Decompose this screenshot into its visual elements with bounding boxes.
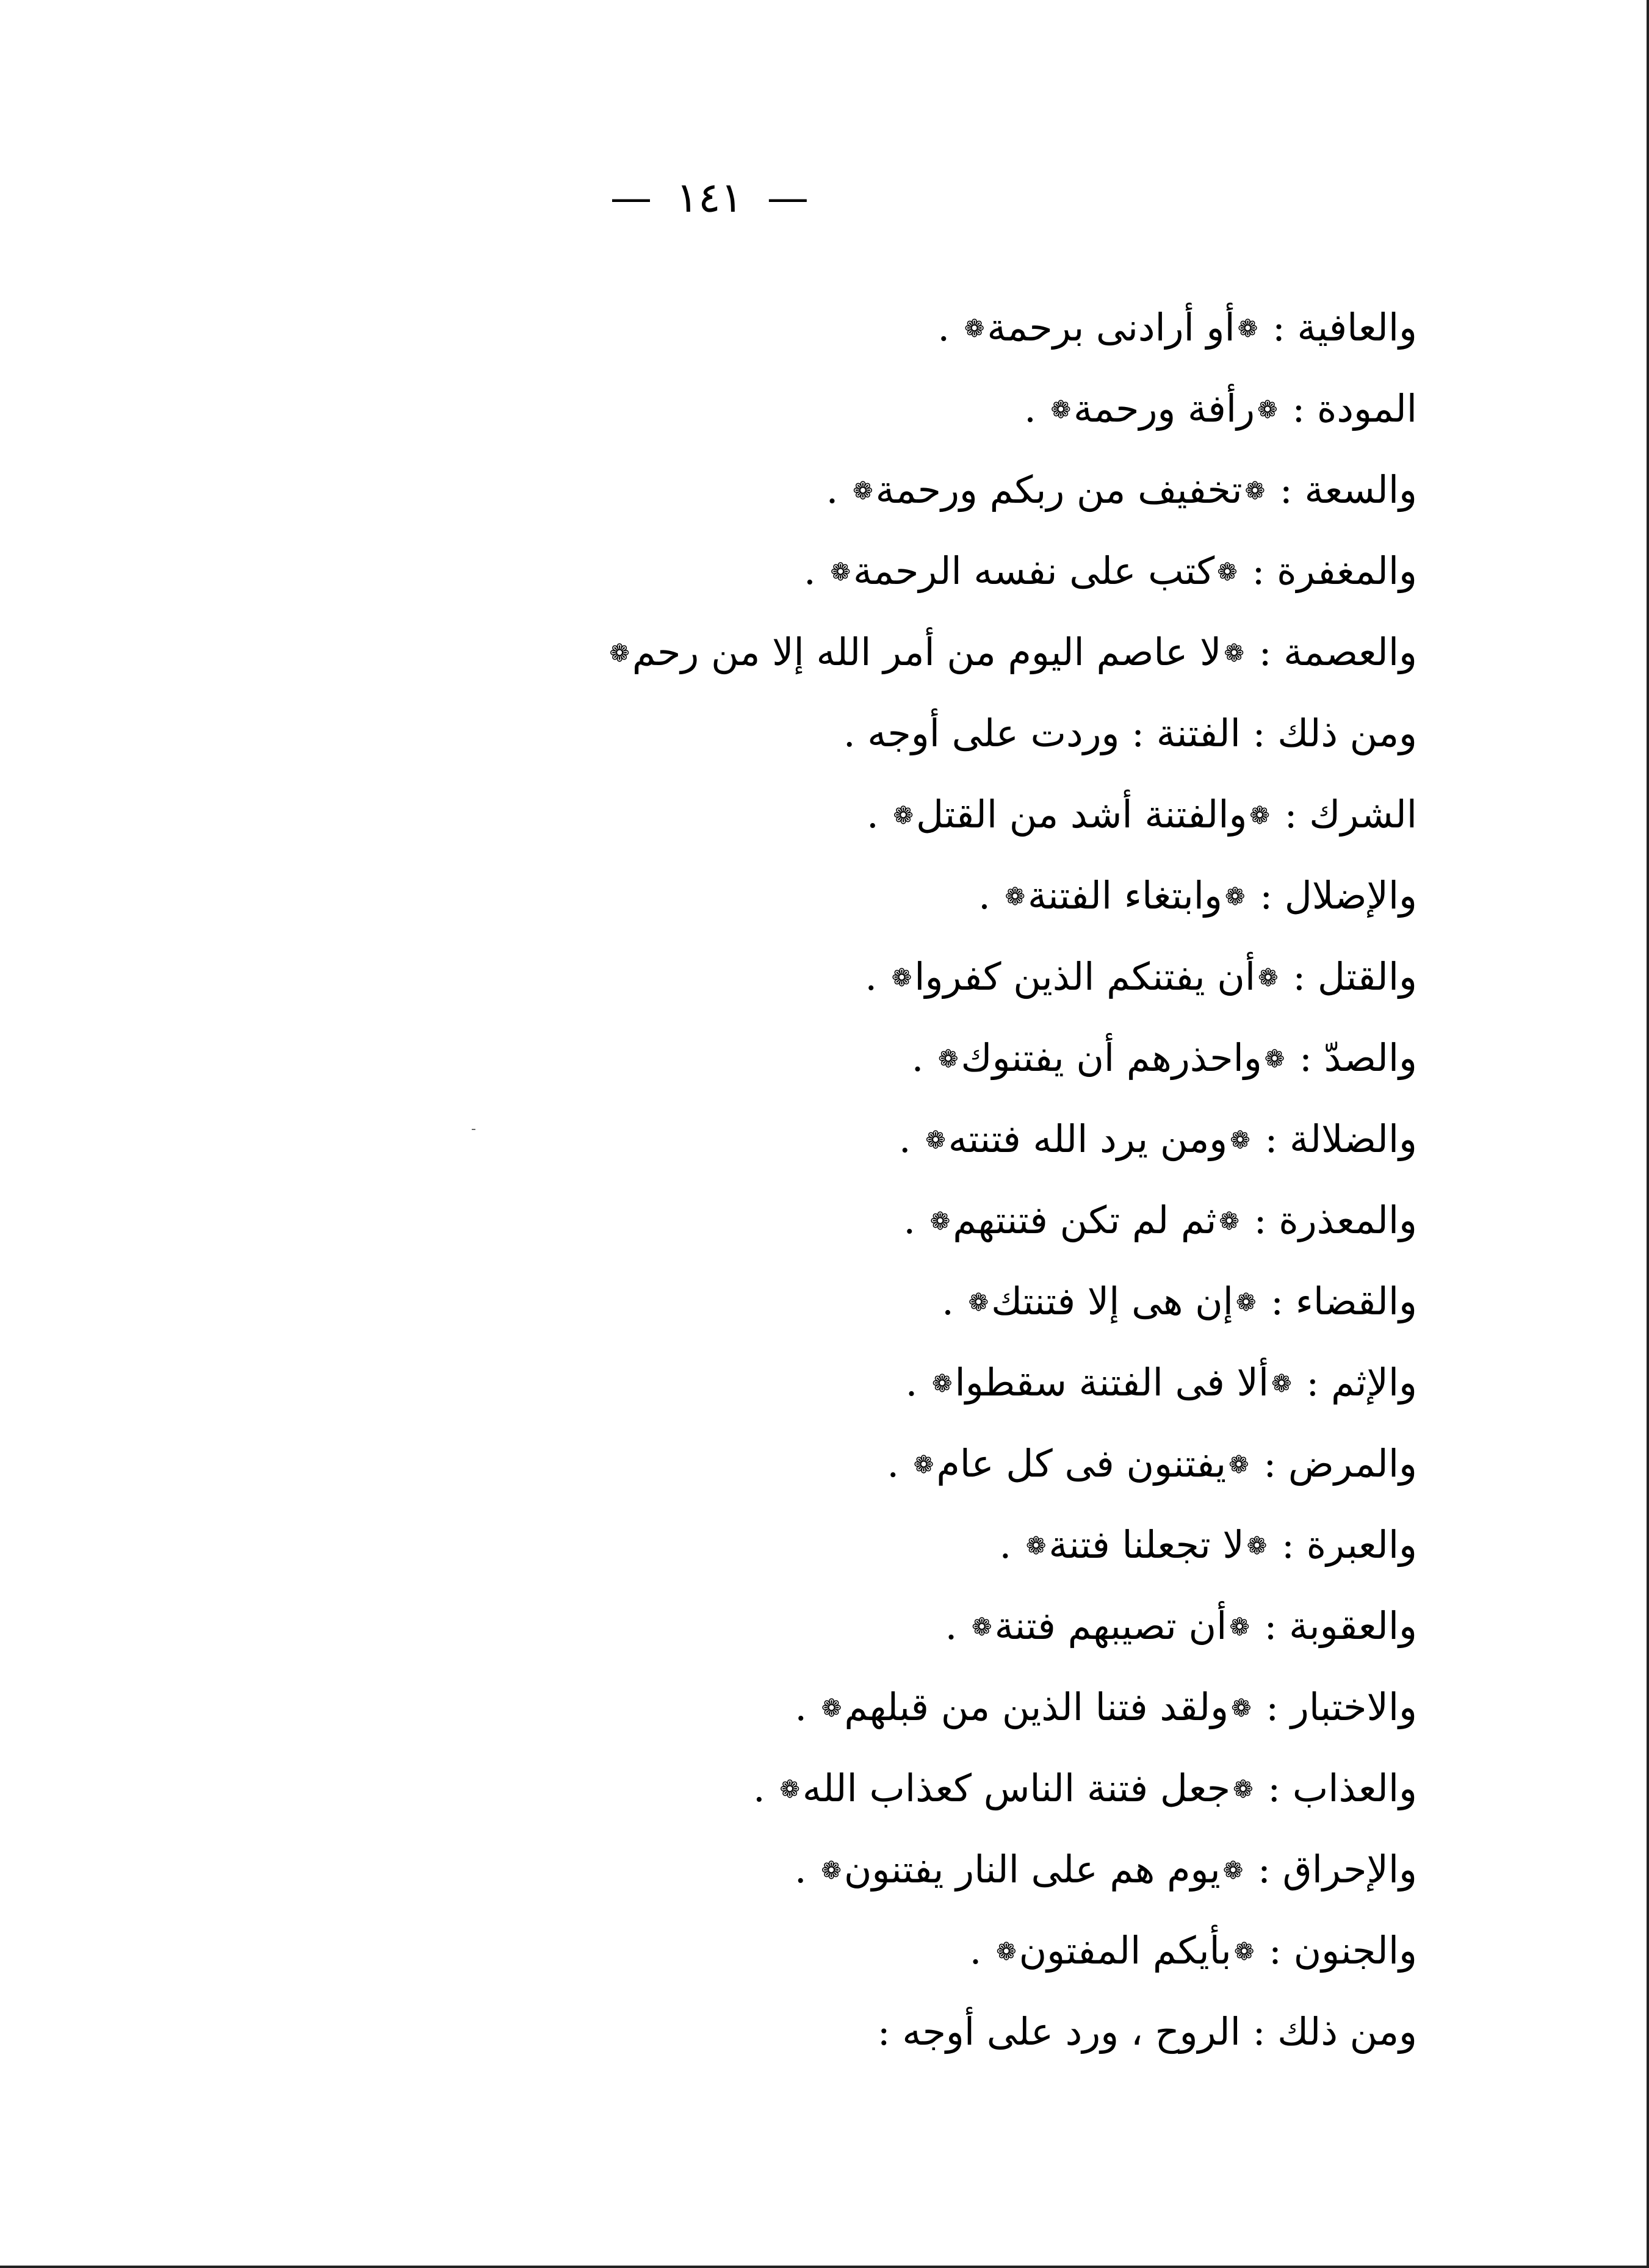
text-line [135, 530, 1417, 611]
line-term: والعافية : [1272, 305, 1417, 350]
ornament-close-icon: ❁ [779, 1776, 800, 1804]
line-term: والاختبار : [1266, 1685, 1417, 1729]
line-tail: . [865, 954, 878, 999]
line-tail: . [1024, 386, 1036, 431]
page-edge-bottom [0, 2266, 1649, 2268]
line-tail: . [866, 792, 879, 837]
ornament-open-icon: ❁ [1257, 396, 1278, 424]
line-term: والعقوبة : [1264, 1604, 1417, 1648]
ornament-close-icon: ❁ [932, 1370, 953, 1398]
text-line [135, 1017, 1417, 1098]
quran-quote: ثم لم تكن فتنتهم [953, 1198, 1217, 1242]
line-term: والإضلال : [1260, 873, 1417, 918]
line-tail: . [887, 1441, 900, 1486]
text-line [135, 1179, 1417, 1261]
text-line [135, 287, 1417, 368]
quran-quote: وابتغاء الفتنة [1028, 873, 1222, 918]
text-line [135, 449, 1417, 530]
ornament-open-icon: ❁ [1230, 1126, 1250, 1154]
text-line [135, 936, 1417, 1017]
quran-quote: رأفة ورحمة [1073, 386, 1255, 431]
ornament-close-icon: ❁ [821, 1694, 842, 1723]
line-tail: . [826, 467, 839, 512]
ornament-open-icon: ❁ [1229, 1613, 1250, 1641]
ornament-open-icon: ❁ [1233, 1776, 1254, 1804]
line-tail: . [969, 1928, 982, 1973]
text-line [135, 1342, 1417, 1423]
line-tail: . [804, 549, 816, 593]
line-term: والإحراق : [1258, 1847, 1417, 1892]
text-line [135, 1098, 1417, 1179]
ornament-open-icon: ❁ [1235, 1289, 1257, 1317]
quran-quote: والفتنة أشد من القتل [915, 792, 1247, 837]
quran-quote: إن هى إلا فتنتك [991, 1279, 1233, 1323]
ornament-close-icon: ❁ [1025, 1532, 1047, 1560]
ornament-open-icon: ❁ [1246, 1532, 1268, 1560]
ornament-open-icon: ❁ [1264, 1045, 1285, 1073]
ornament-open-icon: ❁ [1222, 1857, 1244, 1885]
line-term: والصدّ : [1299, 1035, 1417, 1080]
quran-quote: واحذرهم أن يفتنوك [961, 1035, 1262, 1080]
line-tail: . [795, 1685, 807, 1729]
text-line [135, 1666, 1417, 1748]
line-term: والسعة : [1279, 467, 1417, 512]
line-term: والعبرة : [1282, 1522, 1417, 1567]
quran-quote: لا تجعلنا فتنة [1048, 1522, 1244, 1567]
line-term: والقضاء : [1271, 1279, 1417, 1323]
ornament-open-icon: ❁ [1258, 964, 1279, 992]
line-tail: . [978, 873, 990, 918]
line-tail: . [942, 1279, 954, 1323]
ornament-close-icon: ❁ [1050, 396, 1072, 424]
ornament-close-icon: ❁ [972, 1613, 992, 1641]
quran-quote: أن تصيبهم فتنة [994, 1604, 1227, 1648]
page-number-dash-left: — [610, 174, 652, 222]
ornament-close-icon: ❁ [996, 1938, 1017, 1966]
ornament-open-icon: ❁ [1249, 802, 1270, 830]
line-term: والضلالة : [1265, 1117, 1417, 1161]
line-tail: . [794, 1847, 807, 1892]
line-term: والإثم : [1306, 1360, 1417, 1405]
line-tail: . [911, 1035, 924, 1080]
text-line [135, 1910, 1417, 1991]
ornament-close-icon: ❁ [891, 964, 912, 992]
line-term: والقتل : [1293, 954, 1417, 999]
quran-quote: ومن يرد الله فتنته [948, 1117, 1228, 1161]
ornament-close-icon: ❁ [830, 558, 851, 586]
line-tail: . [945, 1604, 958, 1648]
line-tail: . [999, 1522, 1012, 1567]
line-term: والجنون : [1269, 1928, 1417, 1973]
line-term: والمعذرة : [1254, 1198, 1417, 1242]
ornament-open-icon: ❁ [1244, 477, 1266, 505]
line-term: والعصمة : [1258, 630, 1417, 674]
ornament-open-icon: ❁ [1237, 315, 1258, 343]
quran-quote: جعل فتنة الناس كعذاب الله [802, 1766, 1231, 1810]
body-text [135, 287, 1417, 2072]
quran-quote: لا عاصم اليوم من أمر الله إلا من رحم [632, 630, 1222, 674]
line-tail: . [937, 305, 950, 350]
quran-quote: بأيكم المفتون [1019, 1928, 1232, 1973]
ornament-close-icon: ❁ [925, 1126, 946, 1154]
ornament-close-icon: ❁ [893, 802, 914, 830]
line-term: والمغفرة : [1252, 549, 1417, 593]
text-line [135, 1748, 1417, 1829]
ornament-close-icon: ❁ [913, 1451, 934, 1479]
quran-quote: كتب على نفسه الرحمة [853, 549, 1215, 593]
text-line [135, 1423, 1417, 1504]
text-line [135, 368, 1417, 449]
ornament-close-icon: ❁ [609, 639, 630, 668]
line-term: والعذاب : [1268, 1766, 1417, 1810]
text-line [135, 1504, 1417, 1585]
ornament-open-icon: ❁ [1233, 1938, 1255, 1966]
page-number-value: ١٤١ [676, 174, 743, 222]
text-line [135, 611, 1417, 693]
ornament-open-icon: ❁ [1224, 883, 1246, 911]
text-line [135, 1585, 1417, 1666]
ornament-close-icon: ❁ [1005, 883, 1026, 911]
ornament-open-icon: ❁ [1229, 1451, 1249, 1479]
ornament-close-icon: ❁ [853, 477, 873, 505]
text-line [135, 1261, 1417, 1342]
ornament-close-icon: ❁ [964, 315, 985, 343]
ornament-open-icon: ❁ [1231, 1694, 1252, 1723]
line-tail: . [903, 1198, 916, 1242]
line-tail: . [898, 1117, 911, 1161]
text-line [135, 1991, 1417, 2072]
line-tail: . [905, 1360, 918, 1405]
text-line [135, 774, 1417, 855]
line-term: الشرك : [1284, 792, 1417, 837]
text-line [135, 1829, 1417, 1910]
ornament-open-icon: ❁ [1224, 639, 1244, 668]
quran-quote: يوم هم على النار يفتنون [843, 1847, 1221, 1892]
text-line [135, 855, 1417, 936]
line-text: ومن ذلك : الروح ، ورد على أوجه : [877, 2009, 1417, 2054]
page-number-dash-right: — [767, 174, 809, 222]
page-number [610, 174, 1160, 223]
quran-quote: أو أرادنى برحمة [987, 305, 1235, 350]
ornament-open-icon: ❁ [1217, 558, 1238, 586]
page-edge-right [1647, 0, 1649, 2268]
ornament-close-icon: ❁ [938, 1045, 959, 1073]
ornament-close-icon: ❁ [968, 1289, 989, 1317]
ornament-open-icon: ❁ [1271, 1370, 1292, 1398]
line-text: ومن ذلك : الفتنة : وردت على أوجه . [843, 711, 1417, 755]
ornament-close-icon: ❁ [821, 1857, 842, 1885]
quran-quote: ألا فى الفتنة سقطوا [954, 1360, 1269, 1405]
line-tail: . [752, 1766, 765, 1810]
line-term: والمرض : [1263, 1441, 1417, 1486]
quran-quote: تخفيف من ربكم ورحمة [875, 467, 1243, 512]
quran-quote: أن يفتنكم الذين كفروا [914, 954, 1256, 999]
text-line [135, 693, 1417, 774]
stray-ink-mark [472, 1129, 475, 1130]
quran-quote: يفتنون فى كل عام [936, 1441, 1227, 1486]
line-term: المودة : [1292, 386, 1417, 431]
ornament-close-icon: ❁ [929, 1208, 951, 1236]
quran-quote: ولقد فتنا الذين من قبلهم [844, 1685, 1229, 1729]
ornament-open-icon: ❁ [1219, 1208, 1239, 1236]
